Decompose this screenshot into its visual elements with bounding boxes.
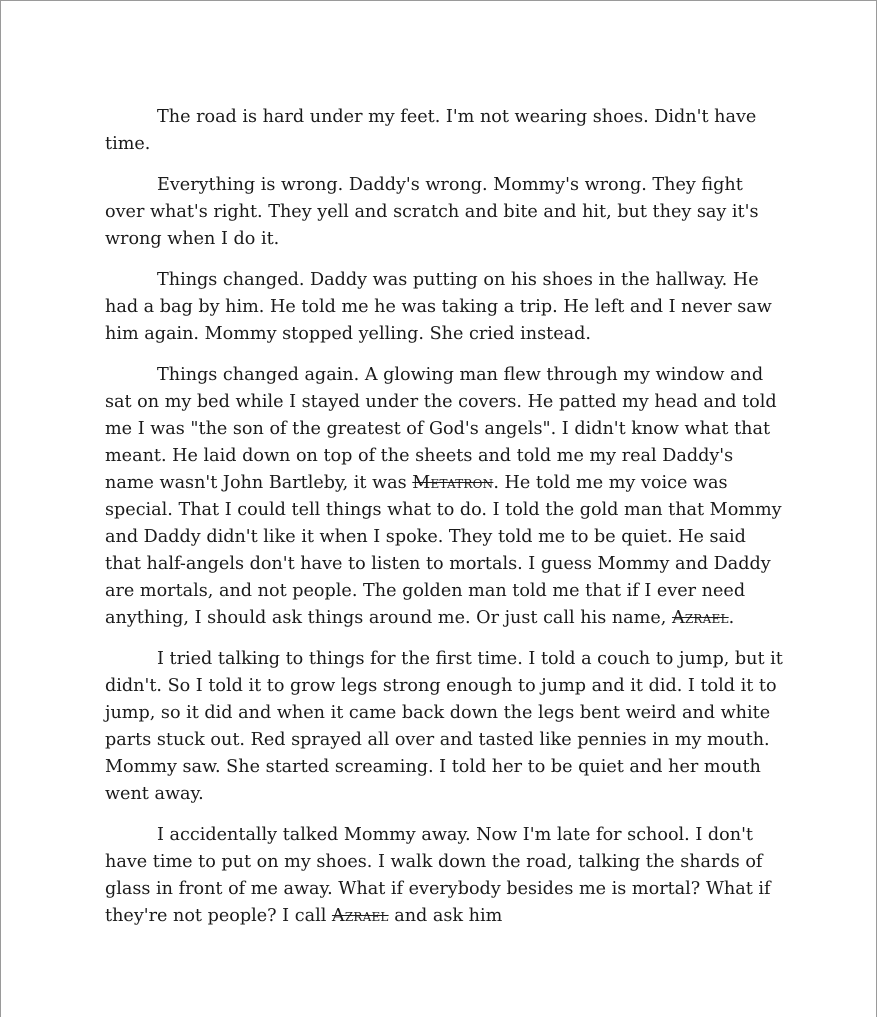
paragraph — [105, 267, 785, 348]
paragraph — [105, 362, 785, 632]
paragraph — [105, 646, 785, 808]
struck-name: Azrael — [331, 906, 389, 926]
paragraph-text: I tried talking to things for the first time. I told a couch to jump, but it didn't. So I told it to grow legs strong enough to jump and it did. I told it to jump, so it did and when it came back down the legs bent weird and white parts stuck out. Red sprayed all over and tasted like pennies in my mouth. Mommy saw. She started screaming. I told her to be quiet and her mouth went away. — [105, 649, 783, 804]
struck-name: Metatron — [412, 473, 494, 493]
paragraph — [105, 104, 785, 158]
paragraph — [105, 172, 785, 253]
paragraph-text: Things changed. Daddy was putting on his shoes in the hallway. He had a bag by him. He told me he was taking a trip. He left and I never saw him again. Mommy stopped yelling. She cried instead. — [105, 270, 772, 344]
paragraph-text: and ask him — [388, 906, 503, 926]
paragraph-text: I accidentally talked Mommy away. Now I'm late for school. I don't have time to put on my shoes. I walk down the road, talking the shards of glass in front of me away. What if everybody besides me is mortal? What if they're not people? I call — [105, 825, 771, 926]
paragraph-text: . He told me my voice was special. That I could tell things what to do. I told the gold man that Mommy and Daddy didn't like it when I spoke. They told me to be quiet. He said that half-angels don't have to listen to mortals. I guess Mommy and Daddy are mortals, and not people. The golden man told me that if I ever need anything, I should ask things around me. Or just call his name, — [105, 473, 782, 628]
paragraph-text: The road is hard under my feet. I'm not wearing shoes. Didn't have time. — [105, 107, 757, 154]
struck-name: Azrael — [671, 608, 729, 628]
paragraph-text: Things changed again. A glowing man flew through my window and sat on my bed while I stayed under the covers. He patted my head and told me I was "the son of the greatest of God's angels". I didn't know what that meant. He laid down on top of the sheets and told me my real Daddy's name wasn't John Bartleby, it was — [105, 365, 777, 493]
paragraph — [105, 822, 785, 930]
paragraph-text: . — [728, 608, 735, 628]
document-body — [105, 104, 785, 944]
paragraph-text: Everything is wrong. Daddy's wrong. Mommy's wrong. They fight over what's right. They yell and scratch and bite and hit, but they say it's wrong when I do it. — [105, 175, 759, 249]
